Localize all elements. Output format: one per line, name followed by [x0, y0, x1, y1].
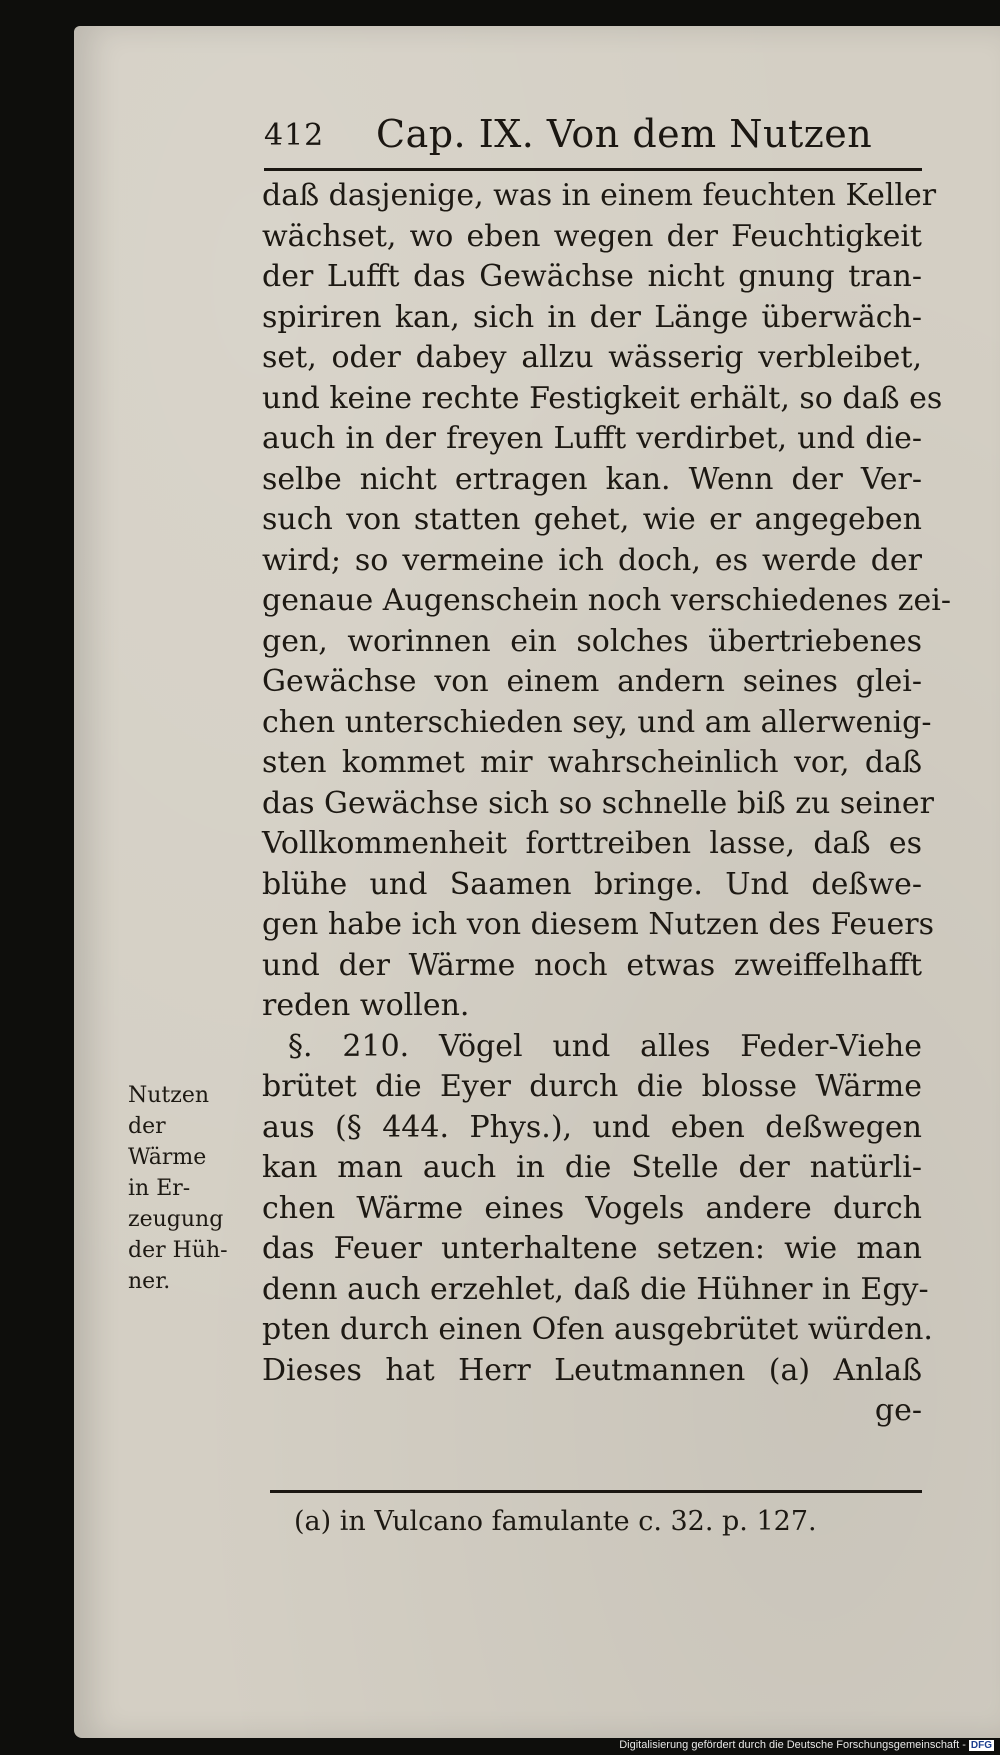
text-line: pten durch einen Ofen ausgebrütet würden.	[262, 1312, 933, 1347]
text-line: denn auch erzehlet, daß die Hühner in Egy-	[262, 1271, 929, 1307]
text-line: gen habe ich von diesem Nutzen des Feuers	[262, 907, 934, 942]
footnote: (a) in Vulcano famulante c. 32. p. 127.	[294, 1506, 817, 1537]
text-line: genaue Augenschein noch verschiedenes zei-	[262, 583, 951, 618]
marginal-note	[128, 1080, 248, 1297]
dfg-logo: DFG	[970, 1740, 992, 1751]
footnote-rule	[270, 1490, 922, 1493]
text-line: auch in der freyen Lufft verdirbet, und die-	[262, 421, 922, 456]
text-line: sten kommet mir wahrscheinlich vor, daß	[262, 745, 922, 780]
text-line: und der Wärme noch etwas zweiffelhafft	[262, 947, 922, 983]
text-line: und keine rechte Festigkeit erhält, so daß es	[262, 380, 943, 416]
page-number: 412	[264, 118, 325, 153]
text-line: such von statten gehet, wie er angegeben	[262, 502, 922, 537]
marginal-note-line: ner.	[128, 1269, 171, 1294]
text-line: selbe nicht ertragen kan. Wenn der Ver-	[262, 461, 922, 497]
marginal-note-line: in Er-	[128, 1176, 191, 1201]
text-line: Vollkommenheit forttreiben lasse, daß es	[262, 826, 922, 861]
text-line: aus (§ 444. Phys.), und eben deßwegen	[262, 1109, 922, 1145]
text-line: Gewächse von einem andern seines glei-	[262, 664, 922, 699]
marginal-note-line: der	[128, 1114, 166, 1139]
catchword: ge-	[874, 1393, 922, 1428]
header-rule	[264, 168, 922, 171]
text-line: spiriren kan, sich in der Länge überwäch-	[262, 299, 922, 335]
text-line: set, oder dabey allzu wässerig verbleibet,	[262, 340, 922, 375]
text-line: chen Wärme eines Vogels andere durch	[262, 1190, 922, 1226]
page-header	[264, 112, 924, 168]
digitization-credit	[619, 1739, 994, 1751]
text-line: gen, worinnen ein solches übertriebenes	[262, 623, 922, 659]
text-line: das Feuer unterhaltene setzen: wie man	[262, 1231, 922, 1266]
text-line: wird; so vermeine ich doch, es werde der	[262, 542, 922, 578]
marginal-note-line: Nutzen	[128, 1083, 210, 1108]
text-line: chen unterschieden sey, und am allerwenig-	[262, 704, 932, 740]
text-line: daß dasjenige, was in einem feuchten Keller	[262, 178, 937, 213]
text-line: brütet die Eyer durch die blosse Wärme	[262, 1069, 922, 1104]
text-line: das Gewächse sich so schnelle biß zu seiner	[262, 785, 935, 821]
text-line: blühe und Saamen bringe. Und deßwe-	[262, 866, 922, 902]
section-start-line: §. 210. Vögel und alles Feder-Viehe	[288, 1028, 922, 1064]
marginal-note-line: Wärme	[128, 1145, 207, 1170]
text-line: wächset, wo eben wegen der Feuchtigkeit	[262, 218, 922, 254]
credit-text: Digitalisierung gefördert durch die Deutsche Forschungsgemeinschaft -	[619, 1739, 966, 1751]
running-title: Cap. IX. Von dem Nutzen	[376, 112, 873, 156]
marginal-note-line: der Hüh-	[128, 1238, 228, 1263]
text-line: kan man auch in die Stelle der natürli-	[262, 1150, 922, 1185]
marginal-note-line: zeugung	[128, 1207, 224, 1232]
text-line: reden wollen.	[262, 988, 470, 1023]
text-line: der Lufft das Gewächse nicht gnung tran-	[262, 259, 922, 294]
text-line: Dieses hat Herr Leutmannen (a) Anlaß	[262, 1352, 922, 1388]
main-text	[262, 176, 951, 1432]
